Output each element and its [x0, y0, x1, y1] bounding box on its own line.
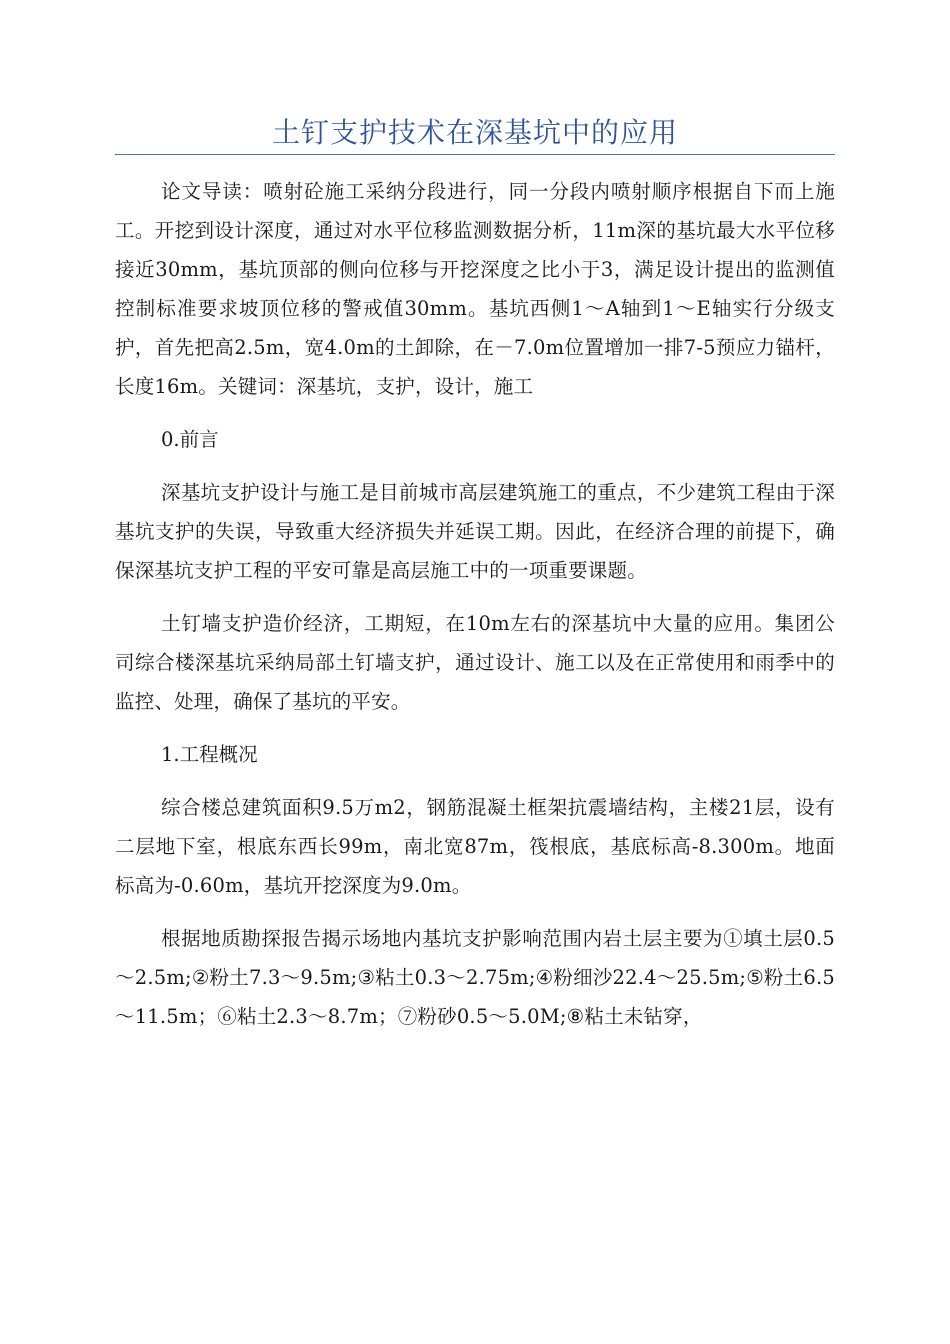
- overview-paragraph-1: 综合楼总建筑面积9.5万m2，钢筋混凝土框架抗震墙结构，主楼21层，设有二层地下室，根底东西长99m，南北宽87m，筏根底，基底标高-8.300m。地面标高为-0.60m，基坑开挖深度为9.0m。: [115, 796, 835, 897]
- overview-paragraph-2: 根据地质勘探报告揭示场地内基坑支护影响范围内岩土层主要为①填土层0.5～2.5m;②粉土7.3～9.5m;③粘土0.3～2.75m;④粉细沙22.4～25.5m;⑤粉土6.5～11.5m；⑥粘土2.3～8.7m；⑦粉砂0.5～5.0M;⑧粘土未钻穿，: [115, 927, 835, 1028]
- section-heading-overview: 1.工程概况: [161, 743, 258, 766]
- preface-paragraph-1: 深基坑支护设计与施工是目前城市高层建筑施工的重点，不少建筑工程由于深基坑支护的失误，导致重大经济损失并延误工期。因此，在经济合理的前提下，确保深基坑支护工程的平安可靠是高层施工中的一项重要课题。: [115, 481, 835, 582]
- preface-paragraph-2: 土钉墙支护造价经济，工期短，在10m左右的深基坑中大量的应用。集团公司综合楼深基坑采纳局部土钉墙支护，通过设计、施工以及在正常使用和雨季中的监控、处理，确保了基坑的平安。: [115, 612, 835, 713]
- abstract-paragraph: 论文导读：喷射砼施工采纳分段进行，同一分段内喷射顺序根据自下而上施工。开挖到设计深度，通过对水平位移监测数据分析，11m深的基坑最大水平位移接近30mm，基坑顶部的侧向位移与开挖深度之比小于3，满足设计提出的监测值控制标准要求坡顶位移的警戒值30mm。基坑西侧1～A轴到1～E轴实行分级支护，首先把高2.5m，宽4.0m的土卸除，在－7.0m位置增加一排7-5预应力锚杆，长度16m。关键词：深基坑，支护，设计，施工: [115, 180, 835, 398]
- document-body: [115, 172, 835, 1050]
- section-heading-preface: 0.前言: [161, 428, 219, 451]
- title-underline: [115, 154, 835, 155]
- document-title: 土钉支护技术在深基坑中的应用: [271, 116, 678, 149]
